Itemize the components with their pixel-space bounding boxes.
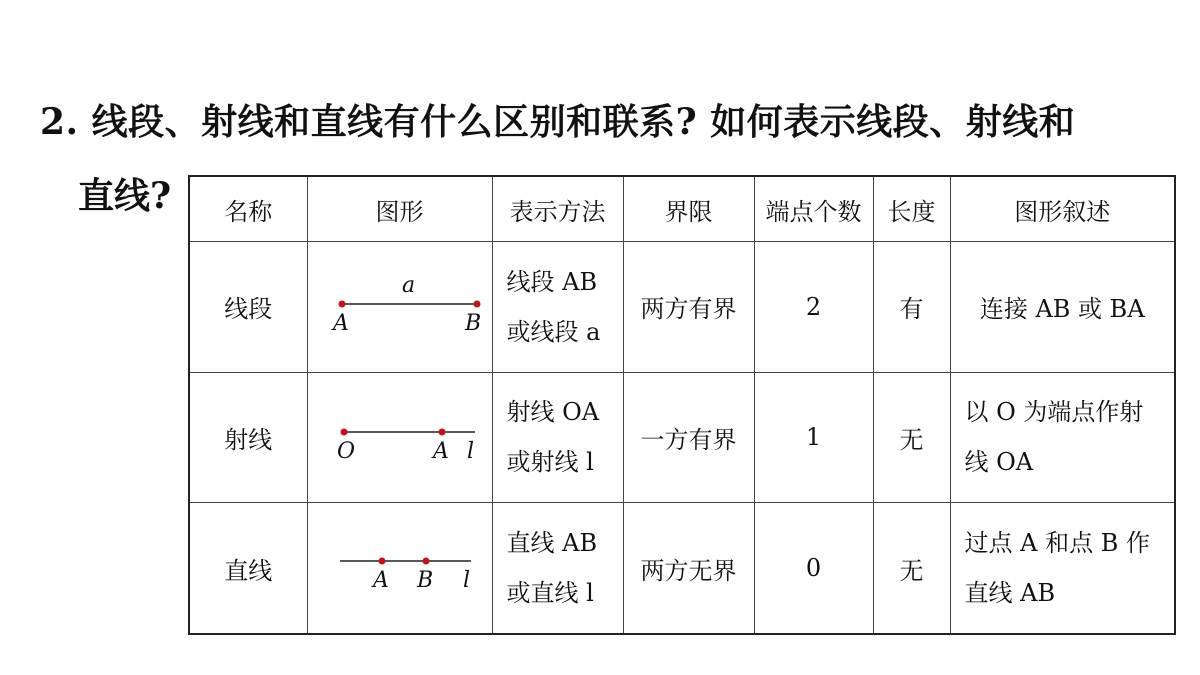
header-desc: 图形叙述	[950, 176, 1175, 242]
ray-figure	[307, 372, 492, 503]
segment-desc: 连接 AB 或 BA	[950, 242, 1175, 373]
segment-label-a: A	[332, 310, 349, 336]
table-row-line	[189, 503, 1175, 634]
desc-line-2: 直线 AB	[964, 579, 1056, 608]
method-line-2: 或射线 l	[506, 448, 594, 477]
line-figure	[307, 503, 492, 634]
line-label-b: B	[416, 568, 433, 594]
header-figure: 图形	[307, 176, 492, 242]
header-length: 长度	[873, 176, 950, 242]
ray-label-o: O	[336, 439, 355, 465]
line-diagram	[315, 533, 485, 603]
ray-length: 无	[873, 372, 950, 503]
header-endpoints: 端点个数	[754, 176, 873, 242]
line-bound: 两方无界	[623, 503, 754, 634]
segment-point-a	[338, 300, 345, 307]
line-desc	[950, 503, 1175, 634]
segment-label-a-lower: a	[401, 272, 415, 298]
method-line-1: 线段 AB	[506, 267, 598, 296]
table-header-row	[189, 176, 1175, 242]
segment-bound: 两方有界	[623, 242, 754, 373]
ray-label-a: A	[432, 439, 449, 465]
segment-figure	[307, 242, 492, 373]
desc-line-1: 以 O 为端点作射	[964, 398, 1144, 427]
header-bound: 界限	[623, 176, 754, 242]
line-point-b	[422, 558, 429, 565]
segment-point-b	[473, 300, 480, 307]
question-line-2: 直线?	[78, 175, 172, 217]
desc-line-1: 过点 A 和点 B 作	[964, 529, 1150, 558]
method-line-2: 或线段 a	[506, 317, 601, 346]
desc-line-2: 线 OA	[964, 448, 1034, 477]
ray-desc	[950, 372, 1175, 503]
ray-point-o	[340, 429, 347, 436]
segment-endpoints: 2	[754, 242, 873, 373]
segment-method	[492, 242, 623, 373]
method-line-1: 射线 OA	[506, 398, 600, 427]
ray-diagram	[315, 402, 485, 472]
line-method	[492, 503, 623, 634]
ray-bound: 一方有界	[623, 372, 754, 503]
line-point-a	[378, 558, 385, 565]
header-name: 名称	[189, 176, 307, 242]
row-name: 线段	[189, 242, 307, 373]
row-name: 射线	[189, 372, 307, 503]
segment-length: 有	[873, 242, 950, 373]
method-line-2: 或直线 l	[506, 579, 594, 608]
row-name: 直线	[189, 503, 307, 634]
line-endpoints: 0	[754, 503, 873, 634]
line-length: 无	[873, 503, 950, 634]
question-line-1: 2. 线段、射线和直线有什么区别和联系? 如何表示线段、射线和	[40, 101, 1076, 143]
table-row-ray	[189, 372, 1175, 503]
segment-label-b: B	[464, 310, 481, 336]
method-line-1: 直线 AB	[506, 529, 598, 558]
ray-label-l: l	[466, 439, 474, 465]
segment-diagram	[315, 272, 485, 342]
comparison-table	[188, 175, 1176, 635]
ray-point-a	[438, 429, 445, 436]
table-row-segment	[189, 242, 1175, 373]
header-method: 表示方法	[492, 176, 623, 242]
line-label-a: A	[372, 568, 389, 594]
line-label-l: l	[462, 568, 470, 594]
ray-endpoints: 1	[754, 372, 873, 503]
ray-method	[492, 372, 623, 503]
